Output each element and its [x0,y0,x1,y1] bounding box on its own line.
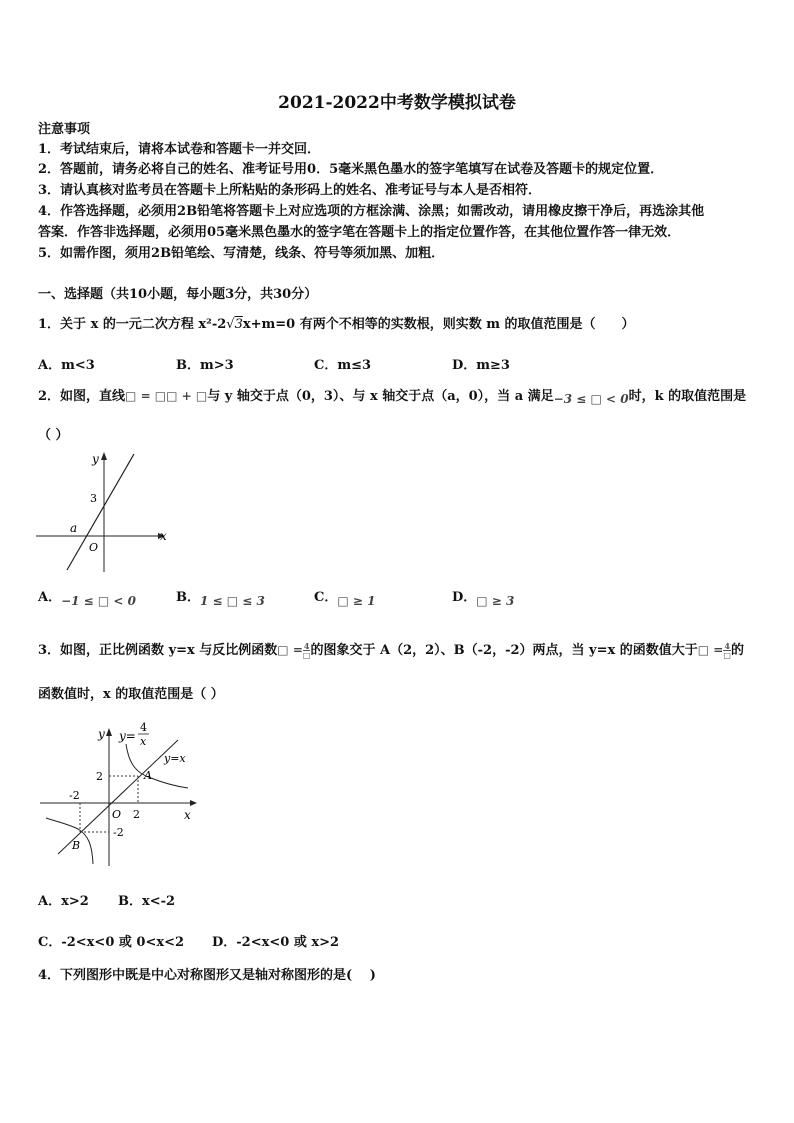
question-2 [38,386,746,407]
q3-text-pre: 3．如图，正比例函数 y=x 与反比例函数 [38,643,278,658]
q3-y-label: y [98,727,105,741]
q3-hyperbola-q1 [126,744,188,788]
q3-line-label: y=x [164,752,186,765]
q2-option-b[interactable] [176,586,265,608]
q3-fraction-2-den: □ [723,650,731,660]
q3-fraction-2 [723,642,731,659]
q3-line-2: 函数值时，x 的取值范围是（ ） [38,687,224,702]
q2-option-c-letter: C． [314,590,338,605]
q2-y-label: y [92,452,99,466]
q1-sqrt-value: 3 [234,317,243,332]
notes-heading: 注意事项 [38,122,91,137]
question-3 [38,640,744,661]
page-title: 2021-2022中考数学模拟试卷 [278,93,516,113]
q2-option-b-math: 1 ≤ □ ≤ 3 [200,594,265,608]
q3-eq2: □ = [697,643,724,657]
q1-text-post: x+m=0 有两个不相等的实数根，则实数 m 的取值范围是（ ） [242,317,635,332]
q2-option-d-letter: D． [452,590,477,605]
q2-paren: （ ） [38,428,69,443]
q3-yeq-num: 4 [140,721,147,734]
q3-y-tick-neg2: -2 [113,826,124,839]
note-item: 1．考试结束后，请将本试卷和答题卡一并交回． [38,142,321,157]
q3-fraction-1-den: □ [302,650,311,660]
q1-text-pre: 1．关于 x 的一元二次方程 x²-2 [38,317,227,332]
q2-option-a-math: −1 ≤ □ < 0 [61,594,137,608]
q2-text-post: 时，k 的取值范围是 [628,389,747,404]
q3-option-a[interactable]: A．x>2 [38,894,89,909]
q3-text-post: 的 [730,643,744,658]
q2-y-arrow [101,452,107,460]
question-4: 4．下列图形中既是中心对称图形又是轴对称图形的是( ) [38,968,376,983]
q2-graph [34,448,174,578]
section-heading: 一、选择题（共10小题，每小题3分，共30分） [38,287,318,302]
q2-option-c[interactable] [314,586,376,608]
q1-option-d[interactable]: D．m≥3 [452,358,510,373]
q3-text-mid: 的图象交于 A（2，2）、B（-2，-2）两点，当 y=x 的函数值大于 [310,643,698,658]
q2-option-a[interactable] [38,586,137,608]
q1-option-c[interactable]: C．m≤3 [314,358,372,373]
q3-y-arrow [106,728,112,736]
q3-point-b: B [72,839,81,852]
q3-option-c[interactable]: C．-2<x<0 或 0<x<2 [38,935,185,950]
q3-graph [36,718,206,868]
q3-x-label: x [184,808,191,822]
q2-label-a: a [70,521,78,535]
q3-x-arrow [190,800,197,806]
q3-hyperbola-q3 [46,818,93,864]
q3-x-tick-2: 2 [133,808,140,821]
q2-origin: O [89,541,99,554]
q2-line [67,454,134,570]
q2-option-d-math: □ ≥ 3 [476,594,515,608]
note-item: 答案．作答非选择题，必须用05毫米黑色墨水的签字笔在答题卡上的指定位置作答，在其他位置作答一律无效． [38,225,681,240]
note-item: 4．作答选择题，必须用2B铅笔将答题卡上对应选项的方框涂满、涂黑；如需改动，请用橡皮擦干净后，再选涂其他 [38,204,705,219]
sqrt-symbol: √ [226,317,235,332]
q1-option-b[interactable]: B．m>3 [176,358,234,373]
q3-option-d[interactable]: D．-2<x<0 或 x>2 [212,935,340,950]
note-item: 3．请认真核对监考员在答题卡上所粘贴的条形码上的姓名、准考证号与本人是否相符． [38,183,542,198]
q2-text-pre: 2．如图，直线 [38,389,126,404]
q2-condition: −3 ≤ □ < 0 [553,392,629,406]
q2-option-d[interactable] [452,586,515,608]
q2-text-mid: 与 y 轴交于点（0，3）、与 x 轴交于点（a，0），当 a 满足 [207,389,554,404]
q2-option-a-letter: A． [38,590,62,605]
q3-eq1: □ = [277,643,303,657]
q3-point-a: A [144,769,152,782]
q2-line-equation: □ = □□ + □ [125,389,208,403]
q2-tick-3: 3 [90,492,97,505]
q1-option-a[interactable]: A．m<3 [38,358,95,373]
q3-fraction-2-num: 4 [724,641,730,651]
q3-yeq-label: y= [119,729,136,743]
note-item: 5．如需作图，须用2B铅笔绘、写清楚，线条、符号等须加黑、加粗． [38,246,445,261]
q3-y-tick-2: 2 [96,770,103,783]
q2-option-c-math: □ ≥ 1 [337,594,376,608]
q2-x-label: x [160,529,167,543]
q3-yeq-den: x [140,735,147,748]
q3-option-b[interactable]: B．x<-2 [118,894,176,909]
q3-origin: O [112,808,122,821]
q2-option-b-letter: B． [176,590,200,605]
note-item: 2．答题前，请务必将自己的姓名、准考证号用0．5毫米黑色墨水的签字笔填写在试卷及答题卡的规定位置． [38,162,664,177]
q3-x-tick-neg2: -2 [69,789,80,802]
question-1 [38,315,635,335]
q3-fraction-1-num: 4 [303,641,310,651]
